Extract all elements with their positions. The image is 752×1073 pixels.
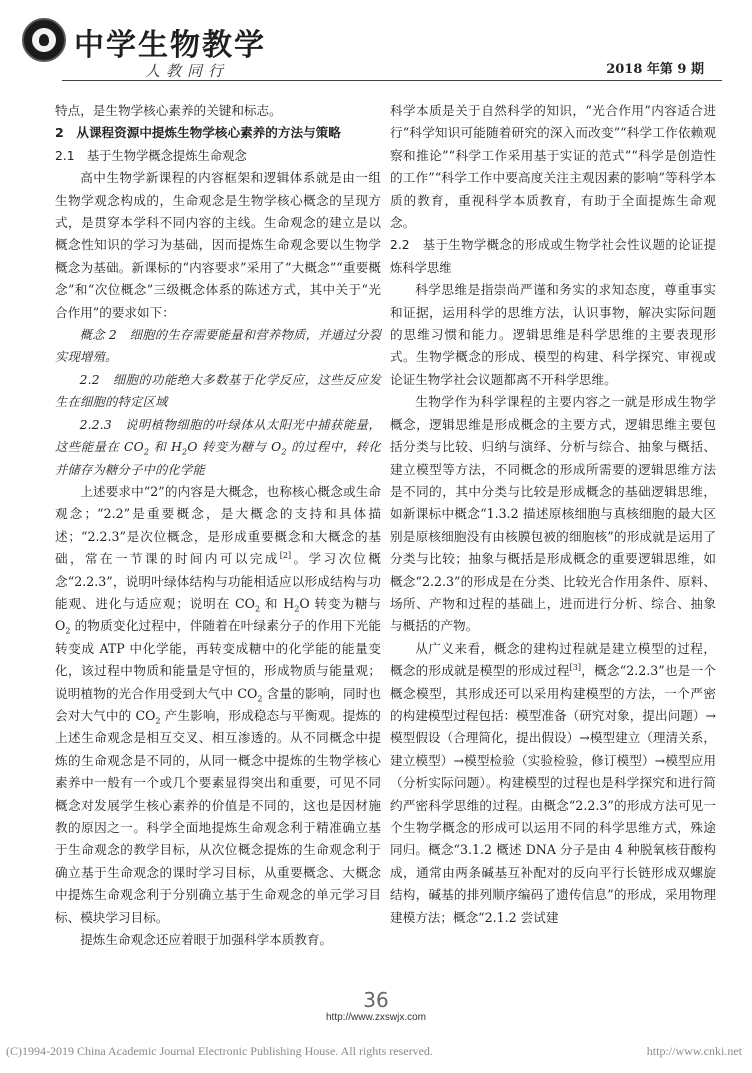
footer	[0, 1044, 752, 1064]
quoted-concept: 概念 2 细胞的生存需要能量和营养物质，并通过分裂实现增殖。	[55, 328, 381, 365]
issue-label: 2018 年第 9 期	[606, 62, 704, 77]
citation-ref: [2]	[279, 550, 292, 560]
paragraph: 特点，是生物学核心素养的关键和标志。	[55, 103, 282, 118]
text-run: ，概念“2.2.3”也是一个概念模型，其形成还可以采用构建模型的方法，一个严密的构建模型过程包括：模型准备（研究对象，提出问题）→模型假设（合理简化，提出假设）→模型建立（理清关系，建立模型）→模型检验（实验检验，修订模型）→模型应用（分析实际问题）。构建模型的过程也是科学探究和进行简约严密科学思维的过程。由概念“2.2.3”的形成方法可见一个生物学概念的形成可以运用不同的科学思维方式，殊途同归。概念“3.1.2 概述 DNA 分子是由 4 种脱氧核苷酸构成，通常由两条碱基互补配对的反向平行长链形成双螺旋结构，碱基的排列顺序编码了遗传信息”的形成，采用物理建模方法；概念“2.1.2 尝试建	[390, 663, 717, 925]
subscript: 2	[143, 447, 150, 457]
site-url[interactable]: http://www.zxswjx.com	[325, 1012, 427, 1023]
journal-title: 中学生物教学	[74, 28, 266, 63]
paragraph: 高中生物学新课程的内容框架和逻辑体系就是由一组生物学观念构成的，生命观念是生物学核心概念的呈现方式，是贯穿本学科不同内容的主线。生命观念的建立是以概念性知识的学习为基础，因而提炼生命观念要以生物学概念为基础。新课标的“内容要求”采用了“大概念”“重要概念”和“次位概念”三级概念体系的陈述方式，其中关于“光合作用”的要求如下：	[55, 170, 381, 320]
header-rule	[62, 80, 722, 81]
text-run: 含量的影响，同时也会对大气中的 CO	[55, 685, 381, 723]
text-run: 上述要求中“2”的内容是大概念，也称核心概念或生命观念；“2.2”是重要概念，是大概念的支持和具体描述；“2.2.3”是次位概念，是形成重要概念和大概念的基础，常在一节课的时间内可以完成	[55, 483, 381, 567]
text-run: 2.2.3 说明植物细胞的叶绿体从太阳光中捕获能量，这些能量在 CO	[55, 417, 381, 455]
paragraph	[390, 638, 716, 929]
subscript: 2	[254, 604, 261, 614]
text-run: 。学习次位概念“2.2.3”，说明叶绿体结构与功能相适应以形成结构与功能观、进化与适应观；说明在 CO	[55, 551, 382, 611]
text-run: 的过程中，转化并储存为糖分子中的化学能	[55, 440, 382, 477]
page-header	[0, 0, 752, 88]
quoted-concept	[55, 414, 381, 481]
paragraph: 科学思维是指崇尚严谨和务实的求知态度，尊重事实和证据，运用科学的思维方法，认识事物，解决实际问题的思维习惯和能力。逻辑思维是科学思维的主要表现形式。生物学概念的形成、模型的构建、科学探究、审视或论证生物学社会议题都离不开科学思维。	[390, 282, 716, 387]
page-number: 36	[363, 988, 389, 1012]
subsection-heading: 2.1 基于生物学概念提炼生命观念	[55, 148, 247, 163]
paragraph: 提炼生命观念还应着眼于加强科学本质教育。	[80, 932, 333, 948]
left-column	[55, 100, 381, 951]
subscript: 2	[281, 447, 287, 457]
quoted-concept: 2.2 细胞的功能绝大多数基于化学反应，这些反应发生在细胞的特定区域	[55, 372, 381, 410]
copyright-text: (C)1994-2019 China Academic Journal Electronic Publishing House. All rights reserved.	[6, 1044, 433, 1058]
paragraph	[55, 481, 381, 929]
text-run: 的物质变化过程中，伴随着在叶绿素分子的作用下光能转变成 ATP 中化学能，再转变成糖中的化学能的能量变化，该过程中物质和能量是守恒的，形成物质与能量观；说明植物的光合作用受到大气中 CO	[55, 618, 381, 701]
subscript: 2	[294, 604, 300, 614]
text-run: 从广义来看，概念的建构过程就是建立模型的过程，概念的形成就是模型的形成过程	[390, 640, 716, 679]
journal-logo-seal	[22, 18, 66, 62]
section-heading: 2 从课程资源中提炼生物学核心素养的方法与策略	[55, 125, 341, 141]
citation-ref: [3]	[569, 662, 582, 672]
subsection-heading: 2.2 基于生物学概念的形成或生物学社会性议题的论证提炼科学思维	[390, 238, 716, 275]
subscript: 2	[65, 626, 71, 636]
text-run: O 转变为糖与 O	[187, 440, 282, 455]
journal-subtitle: 人教同行	[145, 62, 230, 80]
text-run: 产生影响，形成稳态与平衡观。提炼的上述生命观念是相互交叉、相互渗透的。从不同概念中提炼的生命观念是不同的，从同一概念中提炼的生物学核心素养中一般有一个或几个要素显得突出和重要，可见不同概念对发展学生核心素养的价值是不同的，这也是因材施教的原因之一。科学全面地提炼生命观念利于精准确立基于生命观念的教学目标，从次位概念提炼的生命观念利于确立基于生命观念的课时学习目标，从重要概念、大概念中提炼生命观念利于分别确立基于生命观念的单元学习目标、模块学习目标。	[55, 707, 381, 925]
paragraph: 科学本质是关于自然科学的知识，“光合作用”内容适合进行“科学知识可能随着研究的深入而改变”“科学工作依赖观察和推论”“科学工作采用基于实证的范式”“科学是创造性的工作”“科学工作中要高度关注主观因素的影响”等科学本质的教育，重视科学本质教育，有助于全面提炼生命观念。	[390, 103, 716, 231]
cnki-link[interactable]: http://www.cnki.net	[646, 1044, 742, 1058]
subscript: 2	[155, 716, 161, 726]
text-run: O 转变为糖与 O	[55, 595, 382, 634]
subscript: 2	[182, 447, 188, 457]
paragraph: 生物学作为科学课程的主要内容之一就是形成生物学概念，逻辑思维是形成概念的主要方式，逻辑思维主要包括分类与比较、归纳与演绎、分析与综合、抽象与概括、建立模型等方法，不同概念的形成所需要的逻辑思维方法是不同的，其中分类与比较是形成概念的基础逻辑思维，如新课标中概念“1.3.2 描述原核细胞与真核细胞的最大区别是原核细胞没有由核膜包被的细胞核”的形成就是运用了分类与比较；抽象与概括是形成概念的重要逻辑思维，如概念“2.2.3”的形成是在分类、比较光合作用条件、原料、场所、产物和过程的基础上，进而进行分析、综合、抽象与概括的产物。	[390, 394, 716, 634]
right-column	[390, 100, 716, 929]
subscript: 2	[257, 694, 263, 704]
text-run: 和 H	[260, 595, 295, 611]
text-run: 和 H	[149, 440, 183, 455]
